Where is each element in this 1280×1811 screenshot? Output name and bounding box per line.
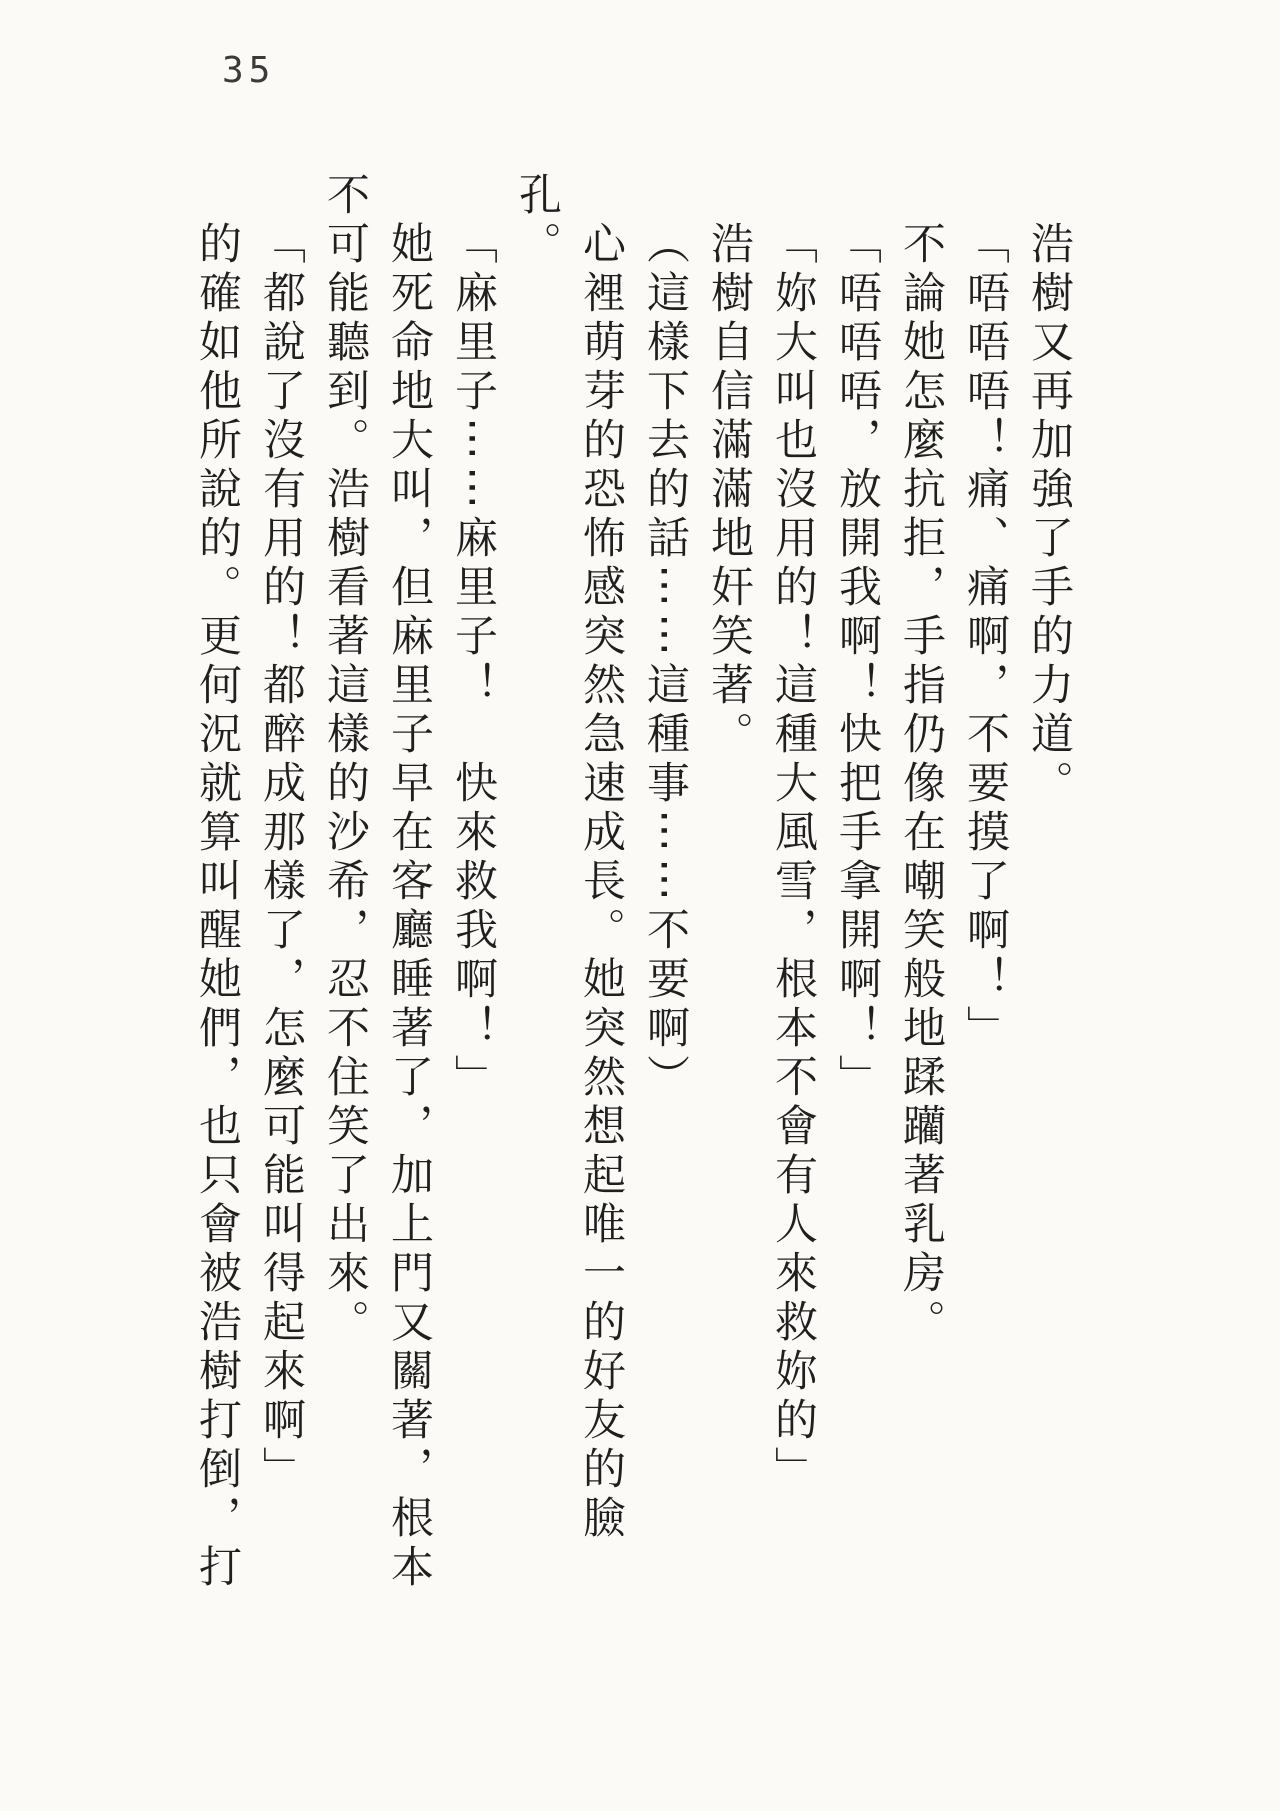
page-number: 35 — [222, 50, 276, 91]
text-column: 「唔唔唔，放開我啊！快把手拿開啊！」 — [833, 221, 880, 1103]
text-column: 「都說了沒有用的！都醉成那樣了，怎麼可能叫得起來啊」 — [257, 221, 304, 1495]
text-column: 「唔唔唔！痛、痛啊，不要摸了啊！」 — [961, 221, 1008, 1054]
text-column: 「妳大叫也沒用的！這種大風雪，根本不會有人來救妳的」 — [769, 221, 816, 1495]
text-column: 她死命地大叫，但麻里子早在客廳睡著了，加上門又關著，根本 — [385, 221, 432, 1593]
text-column: 孔。 — [513, 172, 560, 270]
text-column: 心裡萌芽的恐怖感突然急速成長。她突然想起唯一的好友的臉 — [577, 221, 624, 1544]
text-column: 「麻里子⋯⋯麻里子！ 快來救我啊！」 — [449, 221, 496, 1103]
text-column: 的確如他所說的。更何況就算叫醒她們，也只會被浩樹打倒，打 — [193, 221, 240, 1593]
vertical-text-block — [184, 172, 1080, 1602]
text-column: 浩樹又再加強了手的力道。 — [1025, 221, 1072, 809]
text-column: （這樣下去的話⋯⋯這種事⋯⋯不要啊） — [641, 221, 688, 1103]
text-column: 不論她怎麼抗拒，手指仍像在嘲笑般地蹂躪著乳房。 — [897, 221, 944, 1348]
text-column: 浩樹自信滿滿地奸笑著。 — [705, 221, 752, 760]
text-column: 不可能聽到。浩樹看著這樣的沙希，忍不住笑了出來。 — [321, 172, 368, 1348]
